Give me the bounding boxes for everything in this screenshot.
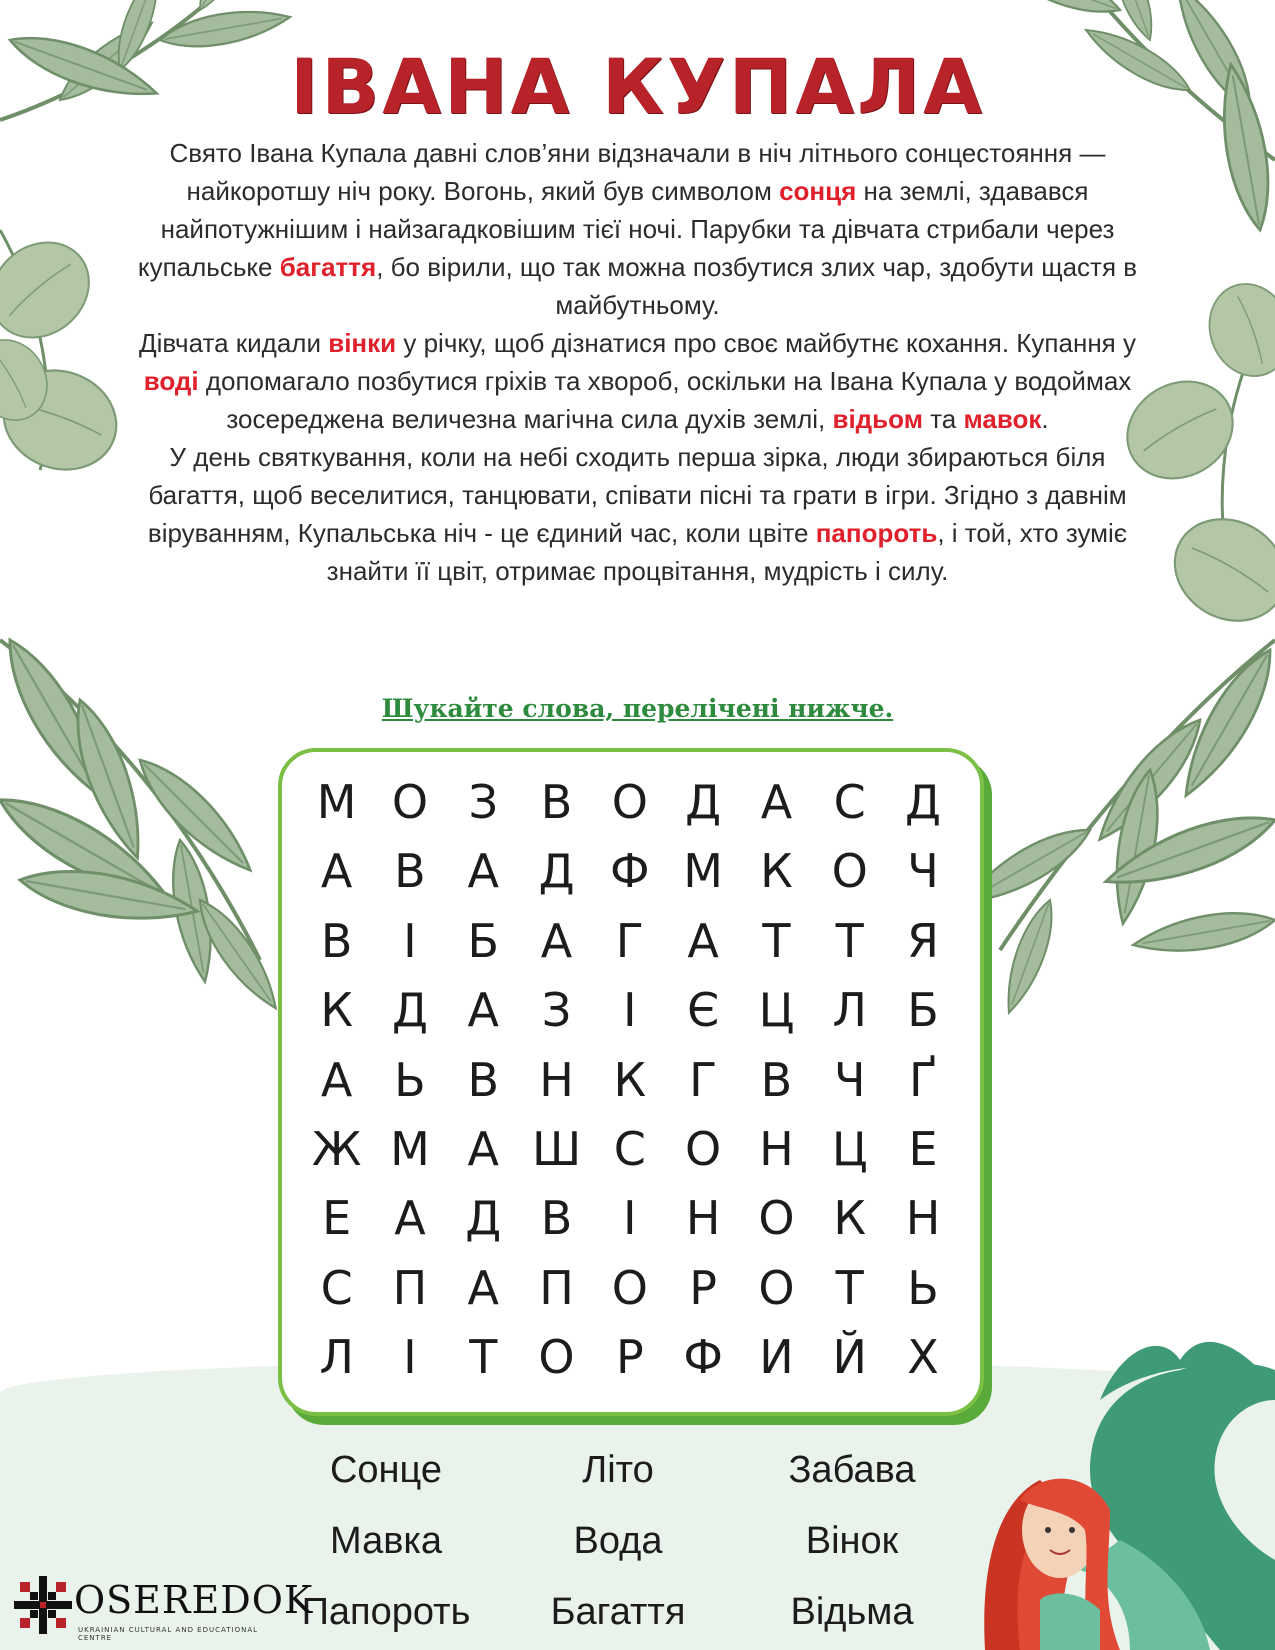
grid-letter[interactable]: М (390, 1121, 430, 1176)
grid-letter[interactable]: К (833, 1191, 867, 1246)
logo-name: OSEREDOK (74, 1578, 314, 1622)
page-title: ІВАНА КУПАЛА (290, 42, 985, 131)
grid-letter[interactable]: А (320, 844, 353, 899)
grid-letter[interactable]: В (467, 1052, 500, 1107)
keyword-highlight: мавок (963, 404, 1042, 434)
grid-letter[interactable]: Д (391, 983, 428, 1038)
embroidery-logo-icon (12, 1574, 74, 1636)
word-list-item: Сонце (329, 1449, 443, 1491)
grid-letter[interactable]: Т (835, 1260, 864, 1315)
logo-subtitle: UKRAINIAN CULTURAL AND EDUCATIONAL CENTRE (78, 1626, 259, 1642)
word-list-item: Літо (582, 1449, 654, 1491)
grid-letter[interactable]: С (833, 775, 866, 829)
keyword-highlight: сонця (779, 176, 857, 206)
grid-letter[interactable]: Ш (531, 1121, 582, 1176)
intro-paragraph-2 (120, 324, 1155, 438)
grid-letter[interactable]: В (320, 913, 353, 968)
grid-letter[interactable]: Д (905, 775, 941, 829)
grid-letter[interactable]: О (538, 1330, 575, 1385)
grid-letter[interactable]: Н (539, 1052, 574, 1107)
intro-text-segment: та (922, 404, 964, 434)
keyword-highlight: відьом (832, 404, 923, 434)
grid-letter[interactable]: Н (905, 1191, 941, 1246)
word-search-grid (300, 768, 960, 1393)
intro-text-segment: у річку, щоб дізнатися про своє майбутнє кохання. Купання у (396, 328, 1136, 358)
grid-letter[interactable]: І (623, 1191, 637, 1246)
grid-letter[interactable]: С (320, 1260, 353, 1315)
intro-text-segment: , бо вірили, що так можна позбутися злих чар, здобути щастя в майбутньому. (376, 252, 1138, 320)
word-list (270, 1440, 970, 1650)
grid-letter[interactable]: О (758, 1260, 795, 1315)
word-list-item: Вінок (805, 1520, 899, 1562)
grid-letter[interactable]: Я (907, 913, 939, 968)
grid-letter[interactable]: І (403, 1330, 417, 1385)
grid-letter[interactable]: Ц (831, 1121, 868, 1176)
grid-letter[interactable]: Ф (610, 844, 650, 899)
grid-letter[interactable]: П (539, 1260, 574, 1315)
grid-letter[interactable]: Б (467, 913, 500, 968)
grid-letter[interactable]: Д (538, 844, 575, 899)
grid-letter[interactable]: Ч (907, 844, 939, 899)
intro-text-segment: допомагало позбутися гріхів та хвороб, оскільки на Івана Купала у водоймах зосереджена величезна магічна сила духів землі, (198, 366, 1132, 434)
grid-letter[interactable]: Г (615, 913, 644, 968)
word-list-item: Мавка (330, 1520, 442, 1562)
intro-text-segment: . (1041, 404, 1049, 434)
grid-letter[interactable]: О (391, 775, 429, 829)
grid-letter[interactable]: Ґ (908, 1052, 938, 1107)
word-list-item: Папороть (301, 1591, 471, 1633)
intro-paragraph-1 (120, 134, 1155, 324)
grid-letter[interactable]: Ь (394, 1052, 426, 1107)
keyword-highlight: багаття (279, 252, 377, 282)
grid-letter[interactable]: К (760, 844, 793, 899)
grid-letter[interactable]: О (685, 1121, 722, 1176)
grid-letter[interactable]: Ц (758, 983, 795, 1038)
grid-letter[interactable]: О (611, 775, 648, 829)
grid-letter[interactable]: Д (685, 775, 722, 829)
grid-letter[interactable]: Т (835, 913, 864, 968)
intro-text-segment: Дівчата кидали (139, 328, 329, 358)
grid-letter[interactable]: А (320, 1052, 353, 1107)
grid-letter[interactable]: Л (832, 983, 868, 1038)
grid-letter[interactable]: К (613, 1052, 647, 1107)
word-list-item: Багаття (550, 1591, 686, 1633)
word-list-item: Відьма (790, 1591, 914, 1633)
intro-text-segment: У день святкування, коли на небі сходить перша зірка, люди збираються біля багаття, щоб веселитися, танцювати, співати пісні та грати в ігри. Згідно з давнім віруванням, Купальська ніч - це єдиний час, коли цвіте (147, 442, 1127, 548)
grid-letter[interactable]: Р (689, 1260, 717, 1315)
grid-letter[interactable]: А (394, 1191, 426, 1246)
grid-letter[interactable]: А (760, 775, 793, 829)
instruction-heading: Шукайте слова, перелічені нижче. (381, 694, 894, 723)
intro-text-segment: Свято Івана Купала давні слов’яни відзначали в ніч літнього сонцестояння — найкоротшу ніч року. Вогонь, який був символом (169, 138, 1106, 206)
grid-letter[interactable]: М (316, 775, 357, 829)
grid-letter[interactable]: Є (687, 983, 720, 1038)
grid-letter[interactable]: З (468, 775, 498, 829)
grid-letter[interactable]: В (540, 1191, 573, 1246)
grid-letter[interactable]: З (541, 983, 572, 1038)
grid-letter[interactable]: Ж (311, 1121, 362, 1176)
keyword-highlight: воді (143, 366, 199, 396)
word-list-item: Вода (573, 1520, 663, 1562)
grid-letter[interactable]: Т (762, 913, 791, 968)
grid-letter[interactable]: Ф (683, 1330, 723, 1385)
intro-text-segment: , і той, хто зуміє знайти її цвіт, отримає процвітання, мудрість і силу. (326, 518, 1128, 586)
grid-letter[interactable]: О (758, 1191, 795, 1246)
grid-letter[interactable]: І (403, 913, 417, 968)
grid-letter[interactable]: К (320, 983, 353, 1038)
grid-letter[interactable]: Ь (907, 1260, 939, 1315)
keyword-highlight: папороть (815, 518, 938, 548)
grid-letter[interactable]: П (392, 1260, 428, 1315)
grid-letter[interactable]: Т (469, 1330, 498, 1385)
grid-letter[interactable]: Н (685, 1191, 721, 1246)
keyword-highlight: вінки (328, 328, 397, 358)
grid-letter[interactable]: Й (832, 1330, 867, 1385)
word-list-item: Забава (788, 1449, 916, 1491)
grid-letter[interactable]: С (613, 1121, 646, 1176)
grid-letter[interactable]: А (467, 983, 499, 1038)
grid-letter[interactable]: Е (322, 1191, 352, 1246)
grid-letter[interactable]: Ч (833, 1052, 866, 1107)
grid-letter[interactable]: М (683, 844, 723, 899)
grid-letter[interactable]: В (760, 1052, 793, 1107)
grid-letter[interactable]: Д (465, 1191, 502, 1246)
grid-letter[interactable]: В (540, 775, 573, 829)
grid-letter[interactable]: О (611, 1260, 648, 1315)
grid-letter[interactable]: Г (689, 1052, 718, 1107)
grid-letter[interactable]: В (394, 844, 426, 899)
grid-letter[interactable]: А (467, 1121, 499, 1176)
grid-letter[interactable]: Е (908, 1121, 938, 1176)
grid-letter[interactable]: Л (319, 1330, 354, 1385)
grid-letter[interactable]: И (759, 1330, 794, 1385)
grid-letter[interactable]: Н (759, 1121, 794, 1176)
grid-letter[interactable]: А (687, 913, 719, 968)
grid-letter[interactable]: Р (615, 1330, 644, 1385)
intro-paragraph-3 (120, 438, 1155, 590)
grid-letter[interactable]: Б (907, 983, 939, 1038)
grid-letter[interactable]: А (467, 1260, 499, 1315)
grid-letter[interactable]: О (831, 844, 868, 899)
grid-letter[interactable]: А (540, 913, 573, 968)
grid-letter[interactable]: І (623, 983, 637, 1038)
intro-text (120, 134, 1155, 590)
intro-text-segment: на землі, здавався найпотужнішим і найзагадковішим тієї ночі. Парубки та дівчата стрибали через купальське (137, 176, 1115, 282)
grid-letter[interactable]: Х (907, 1330, 939, 1385)
grid-letter[interactable]: А (467, 844, 499, 899)
oseredok-logo (8, 1574, 314, 1642)
